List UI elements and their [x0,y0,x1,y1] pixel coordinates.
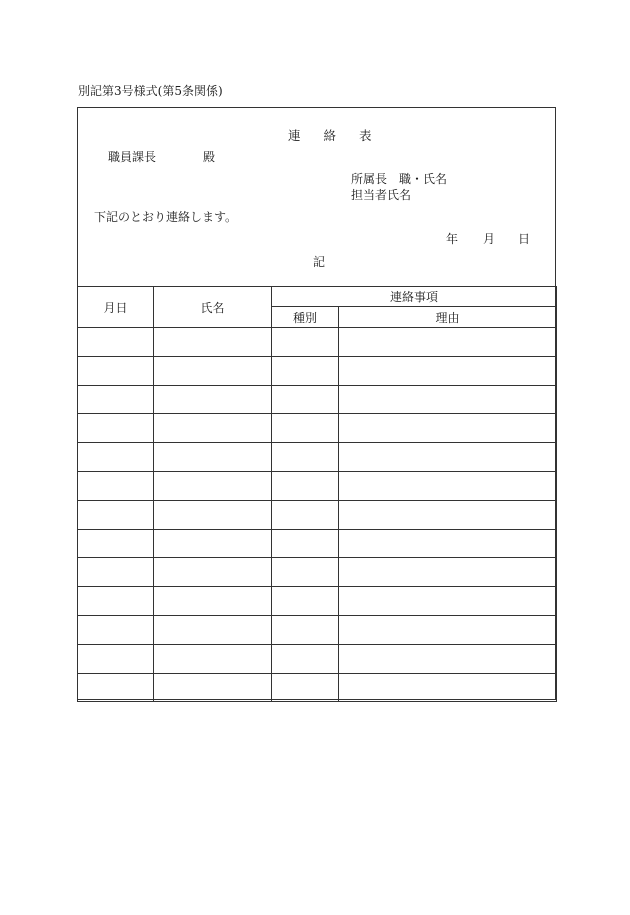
type-cell[interactable] [272,529,339,558]
reason-cell[interactable] [339,414,557,443]
name-cell[interactable] [154,443,272,472]
table-body [78,328,557,702]
date-cell[interactable] [78,471,154,500]
date-cell[interactable] [78,615,154,644]
date-cell[interactable] [78,443,154,472]
reason-cell[interactable] [339,385,557,414]
contact-log-table [77,286,557,702]
table-row [78,328,557,357]
reason-cell[interactable] [339,644,557,673]
date-cell[interactable] [78,328,154,357]
table-row [78,644,557,673]
table-row [78,558,557,587]
form-title-char: 絡 [323,128,337,143]
table-row [78,673,557,702]
reason-cell[interactable] [339,587,557,616]
name-cell[interactable] [154,558,272,587]
reason-cell[interactable] [339,673,557,702]
type-cell[interactable] [272,328,339,357]
form-header-area [78,108,555,287]
table-row [78,615,557,644]
type-cell[interactable] [272,673,339,702]
header-name: 氏名 [154,287,272,328]
table-row [78,529,557,558]
form-box [77,107,556,700]
type-cell[interactable] [272,615,339,644]
name-cell[interactable] [154,414,272,443]
header-date: 月日 [78,287,154,328]
table-row [78,443,557,472]
reason-cell[interactable] [339,529,557,558]
type-cell[interactable] [272,414,339,443]
date-cell[interactable] [78,356,154,385]
reason-cell[interactable] [339,328,557,357]
date-cell[interactable] [78,500,154,529]
table-row [78,471,557,500]
form-title [288,130,372,143]
sender-dept-line: 所属長 職・氏名 [351,172,448,186]
type-cell[interactable] [272,644,339,673]
type-cell[interactable] [272,443,339,472]
type-cell[interactable] [272,587,339,616]
name-cell[interactable] [154,500,272,529]
type-cell[interactable] [272,558,339,587]
sender-person-line: 担当者氏名 [351,188,412,202]
date-month-label: 月 [483,232,496,246]
date-cell[interactable] [78,644,154,673]
form-title-char: 連 [288,128,301,143]
header-reason: 理由 [339,307,557,328]
table-row [78,414,557,443]
type-cell[interactable] [272,500,339,529]
type-cell[interactable] [272,471,339,500]
intro-text: 下記のとおり連絡します。 [94,210,238,224]
name-cell[interactable] [154,673,272,702]
reason-cell[interactable] [339,443,557,472]
name-cell[interactable] [154,385,272,414]
reason-cell[interactable] [339,500,557,529]
name-cell[interactable] [154,644,272,673]
honorific: 殿 [203,150,216,164]
reason-cell[interactable] [339,558,557,587]
name-cell[interactable] [154,328,272,357]
date-cell[interactable] [78,414,154,443]
table-row [78,385,557,414]
date-year-label: 年 [446,232,459,246]
addressee: 職員課長 [108,150,157,164]
name-cell[interactable] [154,529,272,558]
reason-cell[interactable] [339,471,557,500]
name-cell[interactable] [154,356,272,385]
type-cell[interactable] [272,356,339,385]
reason-cell[interactable] [339,615,557,644]
name-cell[interactable] [154,587,272,616]
type-cell[interactable] [272,385,339,414]
table-row [78,587,557,616]
header-type: 種別 [272,307,339,328]
name-cell[interactable] [154,471,272,500]
form-label: 別記第3号様式(第5条関係) [78,84,223,98]
date-cell[interactable] [78,558,154,587]
name-cell[interactable] [154,615,272,644]
reason-cell[interactable] [339,356,557,385]
table-row [78,500,557,529]
date-day-label: 日 [518,232,531,246]
form-title-char: 表 [359,128,372,143]
table-row [78,356,557,385]
date-cell[interactable] [78,529,154,558]
date-cell[interactable] [78,385,154,414]
date-cell[interactable] [78,587,154,616]
date-cell[interactable] [78,673,154,702]
header-contact-items: 連絡事項 [272,287,557,307]
ki-mark: 記 [313,255,326,269]
